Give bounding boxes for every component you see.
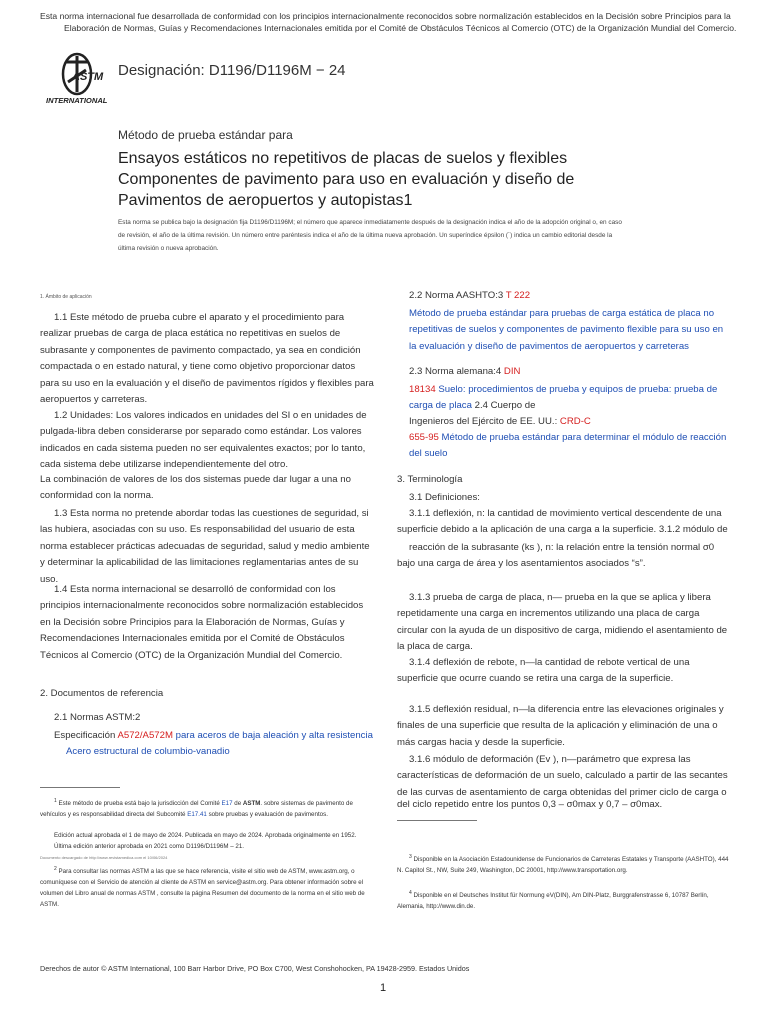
logo-text: INTERNATIONAL	[46, 96, 108, 105]
astm-logo-icon	[44, 52, 110, 106]
definition-3-1-3: 3.1.3 prueba de carga de placa, n— prueba en la que se aplica y libera repetidamente una carga en incrementos utilizando una placa de carga circular con la ayuda de un dispositivo de carga, midiendo el asentamiento de la placa de carga.	[397, 592, 728, 653]
document-title	[118, 148, 678, 211]
committee-e17-link[interactable]: E17	[221, 800, 233, 808]
title-line-1: Ensayos estáticos no repetitivos de placas de suelos y flexibles	[118, 150, 568, 167]
spec-title-2[interactable]: Acero estructural de columbio-vanadio	[66, 746, 230, 758]
spec-reference	[54, 728, 384, 761]
subcommittee-link[interactable]: E17.41	[187, 811, 207, 819]
section-2-heading: 2. Documentos de referencia	[40, 688, 164, 699]
footnote-3: $^3$ Disponible en la Asociación Estadounidense de Funcionarios de Carreteras Estatales y Transporte (AASHTO), 444 N. Capitol St., NW, Suite 249, Washington, DC 20001, http://www.transportation.org.	[397, 854, 729, 875]
intro-line-3: última revisión o nueva aprobación.	[118, 245, 219, 252]
scope-heading: 1. Ámbito de aplicación	[40, 294, 92, 300]
crdc-link[interactable]: CRD-C	[559, 416, 591, 427]
section-2-4b: Ingenieros del Ejército de EE. UU.: CRD-C	[409, 416, 591, 427]
definition-3-1-6: 3.1.6 módulo de deformación (Ev ), n—parámetro que expresa las características de deformación de un suelo, calculado a partir de las secantes de las curvas de asentamiento de carga obtenidas del primer ciclo de carga o	[397, 754, 728, 798]
para-1-2b: La combinación de valores de los dos sistemas puede dar lugar a una no conformidad con la norma.	[40, 474, 351, 502]
spec-prefix: Especificación	[54, 730, 118, 741]
title-line-3: Pavimentos de aeropuertos y autopistas1	[118, 192, 413, 209]
section-2-1: 2.1 Normas ASTM:2	[54, 712, 141, 723]
t222-link[interactable]: T 222	[505, 290, 531, 301]
copyright-footer: Derechos de autor © ASTM International, 100 Barr Harbor Drive, PO Box C700, West Conshohocken, PA 19428-2959. Estados Unidos	[40, 964, 470, 973]
definition-3-1-2: reacción de la subrasante (ks ), n: la relación entre la tensión normal σ0 bajo una carga de área y los asentamientos asociados “s”.	[397, 542, 715, 570]
spec-code-link[interactable]: A572/A572M	[117, 730, 173, 741]
intro-note	[118, 216, 658, 255]
edition-note: Edición actual aprobada el 1 de mayo de 2024. Publicada en mayo de 2024. Aprobada originalmente en 1952. Última edición anterior aprobada en 2021 como D1196/D1196M – 21.	[54, 832, 357, 850]
din-code-link[interactable]: 18134	[409, 384, 436, 395]
footnote-1: $^1$ Este método de prueba está bajo la jurisdicción del Comité E17 de ASTM. sobre sistemas de pavimento de vehículos y es responsabilidad directa del Subcomité E17.41 sobre pruebas y evaluación de pavimentos.	[40, 798, 353, 819]
svg-text:ASTM: ASTM	[72, 71, 104, 83]
footnote-1-number: 1	[54, 798, 57, 804]
definition-3-1-4: 3.1.4 deflexión de rebote, n—la cantidad de rebote vertical de una superficie que ocurre cuando se retira una carga de la superficie.	[397, 657, 690, 685]
designation: Designación: D1196/D1196M − 24	[118, 62, 346, 79]
para-1-2: 1.2 Unidades: Los valores indicados en unidades del SI o en unidades de pulgada-libra deben considerarse por separado como estándar. Los valores indicados en cada sistema pueden no ser equivalentes exactos; por lo tanto, cada sistema debe utilizarse independientemente del otro.	[40, 410, 367, 471]
footnote-divider-right	[397, 820, 477, 821]
section-2-2: 2.2 Norma AASHTO:3 T 222	[409, 290, 531, 301]
footnote-2: $^2$ Para consultar las normas ASTM a las que se hace referencia, visite el sitio web de ASTM, www.astm.org, o comuníquese con el Servicio de atención al cliente de ASTM en service@astm.org. Para obtener información sobre el volumen del Libro anual de normas ASTM , consulte la página Resumen del documento de la norma en el sitio web de ASTM.	[40, 866, 365, 909]
intro-line-2: de revisión, el año de la última revisión. Un número entre paréntesis indica el año de la última nueva aprobación. Un superíndice épsilon (´) indica un cambio editorial desde la	[118, 232, 613, 239]
top-notice-line1: Esta norma internacional fue desarrollada de conformidad con los principios internacionalmente reconocidos sobre normalización establecidos en la Decisión sobre Principios para la	[40, 11, 731, 21]
crd-code-link[interactable]: 655-95	[409, 432, 439, 443]
page-number: 1	[380, 982, 387, 994]
definition-3-1-1: 3.1.1 deflexión, n: la cantidad de movimiento vertical descendente de una superficie debido a la aplicación de una carga a la superficie. 3.1.2 módulo de	[397, 508, 728, 536]
crd-reference	[409, 430, 729, 463]
title-line-2: Componentes de pavimento para uso en evaluación y diseño de	[118, 171, 575, 188]
top-notice	[40, 10, 740, 34]
definition-3-1-6b: del ciclo repetido entre los puntos 0,3 – σ0max y 0,7 – σ0max.	[397, 799, 663, 810]
intro-line-1: Esta norma se publica bajo la designación fija D1196/D1196M; el número que aparece inmediatamente después de la designación indica el año de la adopción original o, en caso	[118, 219, 622, 226]
crd-title-link[interactable]: Método de prueba estándar para determinar el módulo de reacción del suelo	[409, 432, 727, 460]
footnote-4: $^4$ Disponible en el Deutsches Institut für Normung eV(DIN), Am DIN-Platz, Burggrafenstrasse 6, 10787 Berlín, Alemania, http://www.din.de.	[397, 890, 709, 911]
din-reference: 18134 Suelo: procedimientos de prueba y equipos de prueba: prueba de carga de placa 2.4 Cuerpo de	[409, 384, 718, 412]
din-title-link[interactable]: Suelo: procedimientos de prueba y equipos de prueba: prueba de carga de placa	[409, 384, 718, 412]
para-1-1: 1.1 Este método de prueba cubre el aparato y el procedimiento para realizar pruebas de carga de placa estática no repetitivas en suelos de subrasante y componentes de pavimento compactado, ya sea en condición compactada o en estado natural, y tiene como objetivo proporcionar datos para su uso en la evaluación y el diseño de pavimentos rígidos y flexibles para aeropuertos y carreteras.	[40, 312, 374, 406]
section-2-3: 2.3 Norma alemana:4 DIN	[409, 366, 521, 377]
footnote-divider	[40, 787, 120, 788]
top-notice-line2: Elaboración de Normas, Guías y Recomendaciones Internacionales emitida por el Comité de Obstáculos Técnicos al Comercio (OTC) de la Organización Mundial del Comercio.	[64, 23, 737, 33]
spec-title-link[interactable]: para aceros de baja aleación y alta resistencia	[172, 730, 373, 741]
section-3-heading: 3. Terminología	[397, 474, 463, 485]
din-link[interactable]: DIN	[503, 366, 521, 377]
section-3-1: 3.1 Definiciones:	[409, 492, 480, 503]
t222-title-link[interactable]: Método de prueba estándar para pruebas de carga estática de placa no repetitivas de suelos y componentes de pavimento flexible para su uso en la evaluación y diseño de pavimentos de aeropuertos y carreteras	[409, 308, 724, 352]
para-1-3: 1.3 Esta norma no pretende abordar todas las cuestiones de seguridad, si las hubiera, asociadas con su uso. Es responsabilidad del usuario de esta norma establecer prácticas adecuadas de seguridad, salud y medio ambiente y determinar la aplicabilidad de las limitaciones reglamentarias antes de su uso.	[40, 508, 370, 585]
document-subtitle: Método de prueba estándar para	[118, 128, 293, 142]
para-1-4: 1.4 Esta norma internacional se desarrolló de conformidad con los principios internacionalmente reconocidos sobre normalización establecidos en la Decisión sobre Principios para la Elaboración de Normas, Guías y Recomendaciones Internacionales emitida por el Comité de Obstáculos Técnicos al Comercio (OTC) de la Organización Mundial del Comercio.	[40, 584, 364, 661]
definition-3-1-5: 3.1.5 deflexión residual, n—la diferencia entre las elevaciones originales y finales de una superficie que resulta de la aplicación y eliminación de una o más cargas hacia y desde la superficie.	[397, 704, 724, 748]
download-note: Documento descargado de http://www.revistamedica.com el 10/06/2024	[40, 855, 168, 860]
